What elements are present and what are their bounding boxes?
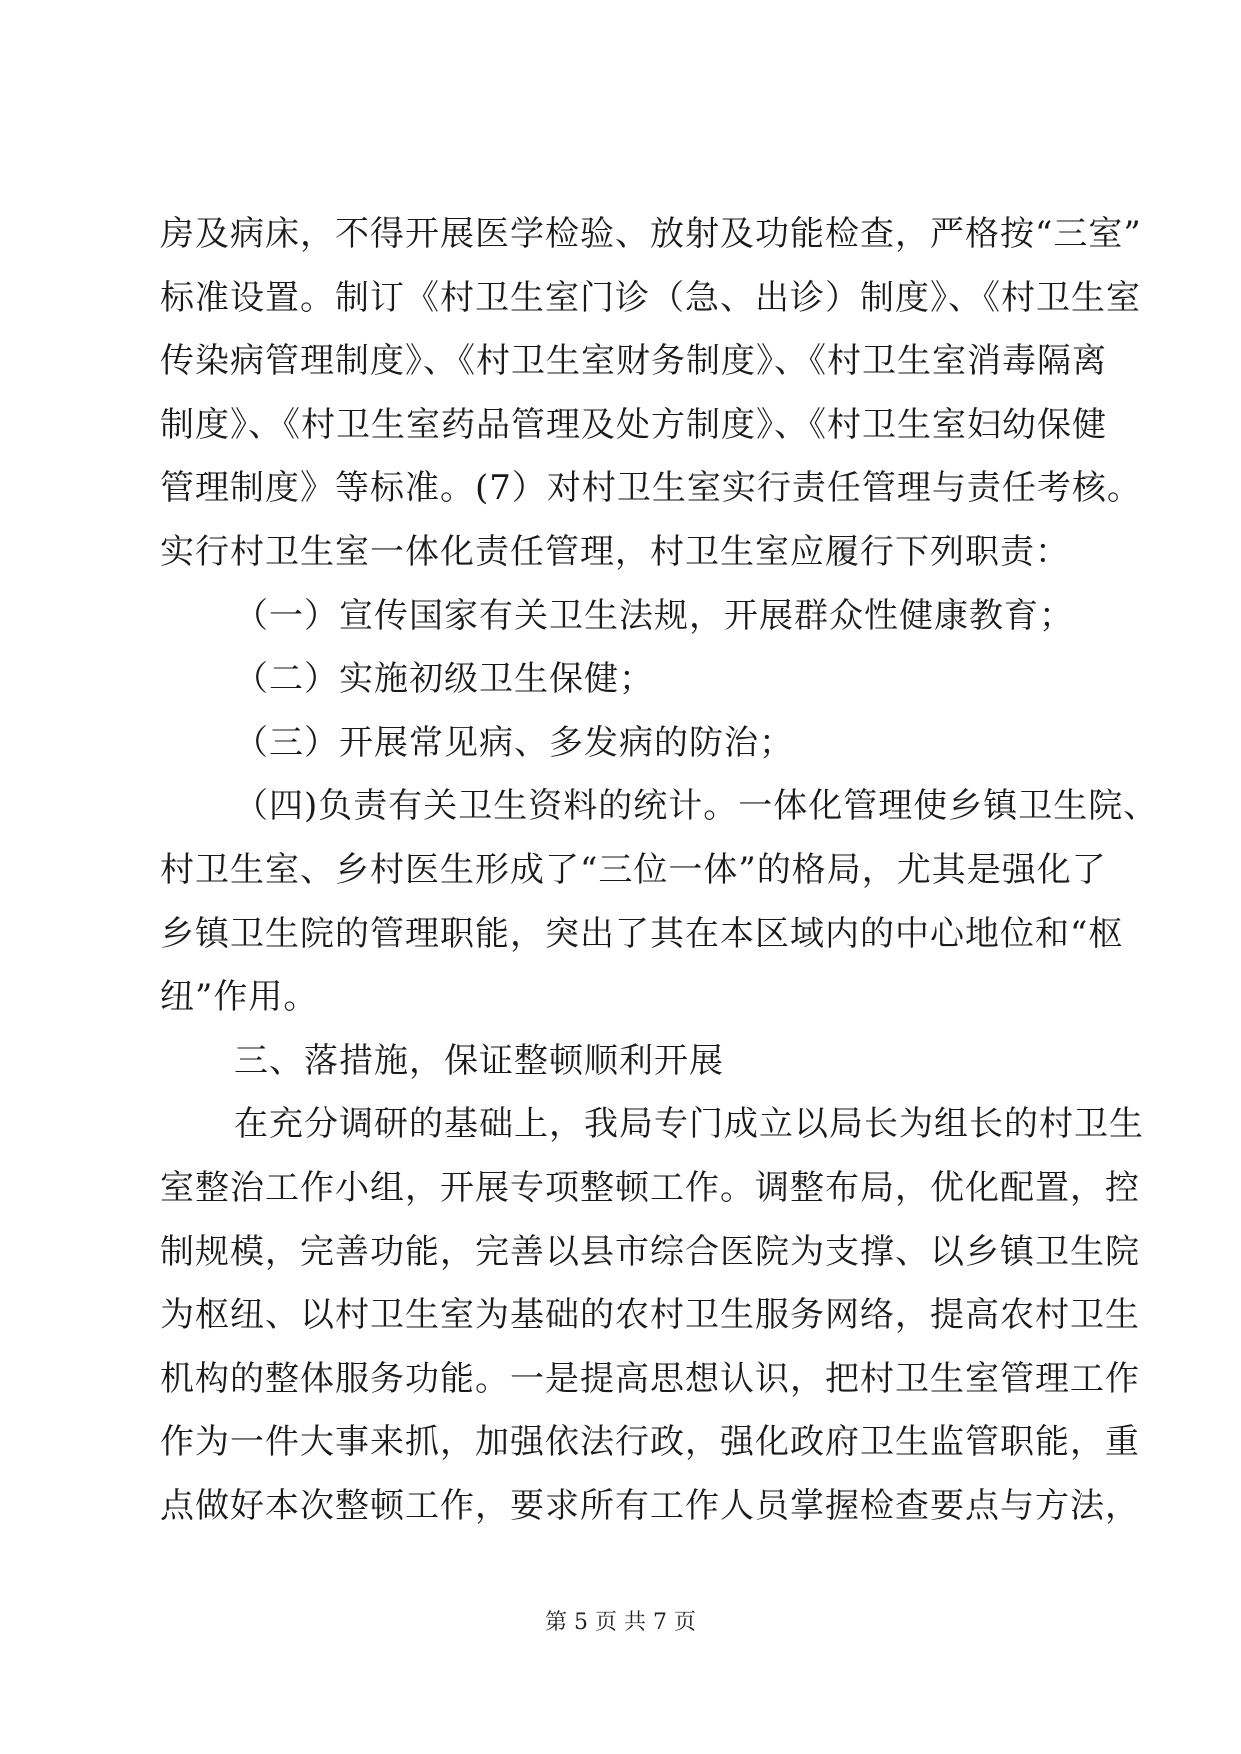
page-footer <box>0 1605 1241 1636</box>
list-item: （二）实施初级卫生保健； <box>234 659 654 700</box>
text-line: 标准设置。制订《村卫生室门诊（急、出诊）制度》、《村卫生室 <box>160 277 1141 318</box>
text-line: 为枢纽、以村卫生室为基础的农村卫生服务网络，提高农村卫生 <box>160 1295 1140 1336</box>
text-line: 房及病床，不得开展医学检验、放射及功能检查，严格按“三室” <box>160 214 1142 254</box>
text-line: 村卫生室、乡村医生形成了“三位一体”的格局，尤其是强化了 <box>160 849 1107 890</box>
text-line: 纽”作用。 <box>160 977 319 1018</box>
list-item: （三）开展常见病、多发病的防治； <box>234 722 794 763</box>
list-item: （一）宣传国家有关卫生法规，开展群众性健康教育； <box>234 595 1074 636</box>
text-line: 室整治工作小组，开展专项整顿工作。调整布局，优化配置，控 <box>160 1167 1140 1208</box>
text-line: 乡镇卫生院的管理职能，突出了其在本区域内的中心地位和“枢 <box>160 913 1124 954</box>
text-line: 传染病管理制度》、《村卫生室财务制度》、《村卫生室消毒隔离 <box>160 341 1107 382</box>
text-line: 实行村卫生室一体化责任管理，村卫生室应履行下列职责： <box>160 531 1070 572</box>
text-line: 点做好本次整顿工作，要求所有工作人员掌握检查要点与方法， <box>160 1485 1140 1526</box>
text-line: 作为一件大事来抓，加强依法行政，强化政府卫生监管职能，重 <box>160 1422 1140 1463</box>
page-number: 第 5 页 共 7 页 <box>545 1610 696 1635</box>
text-line: 在充分调研的基础上，我局专门成立以局长为组长的村卫生 <box>234 1104 1144 1145</box>
document-body <box>160 203 1159 1538</box>
text-line: 制规模，完善功能，完善以县市综合医院为支撑、以乡镇卫生院 <box>160 1231 1140 1272</box>
text-line: 管理制度》等标准。(7）对村卫生室实行责任管理与责任考核。 <box>160 468 1142 509</box>
text-line: 制度》、《村卫生室药品管理及处方制度》、《村卫生室妇幼保健 <box>160 404 1107 445</box>
text-line: 机构的整体服务功能。一是提高思想认识，把村卫生室管理工作 <box>160 1358 1140 1399</box>
list-item: （四)负责有关卫生资料的统计。一体化管理使乡镇卫生院、 <box>234 786 1159 827</box>
section-heading: 三、落措施，保证整顿顺利开展 <box>234 1040 724 1081</box>
